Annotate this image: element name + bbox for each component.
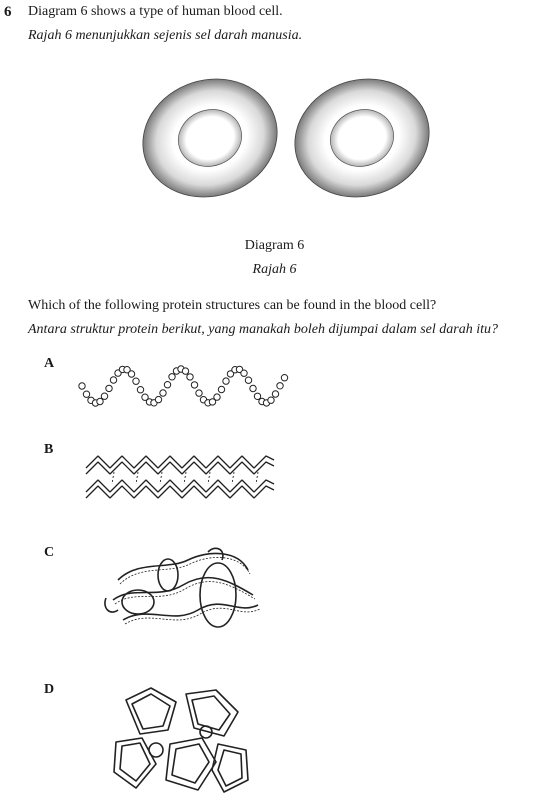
- blood-cell-right: [279, 76, 440, 206]
- quaternary-structure-icon: [106, 680, 256, 798]
- question-text-en: Diagram 6 shows a type of human blood cell.: [28, 4, 283, 19]
- beta-pleated-sheet-icon: [82, 448, 278, 504]
- blood-cells-diagram: [140, 76, 440, 206]
- option-b-label[interactable]: B: [44, 442, 54, 457]
- option-c-label[interactable]: C: [44, 545, 55, 560]
- prompt-text-ms: Antara struktur protein berikut, yang manakah boleh dijumpai dalam sel darah itu?: [28, 322, 499, 337]
- diagram-caption-ms: Rajah 6: [252, 262, 297, 277]
- option-d-label[interactable]: D: [44, 682, 55, 697]
- primary-structure-chain-icon: [76, 360, 296, 412]
- question-text-ms: Rajah 6 menunjukkan sejenis sel darah manusia.: [28, 28, 303, 43]
- option-a-label[interactable]: A: [44, 356, 55, 371]
- prompt-text-en: Which of the following protein structures can be found in the blood cell?: [28, 298, 437, 313]
- question-number: 6: [4, 4, 12, 20]
- diagram-caption-en: Diagram 6: [244, 238, 305, 253]
- blood-cell-left: [140, 76, 293, 206]
- tertiary-structure-icon: [98, 540, 268, 640]
